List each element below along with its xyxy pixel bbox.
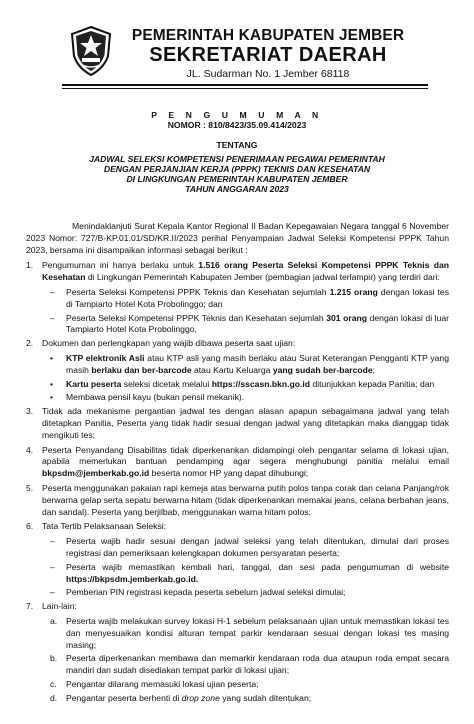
item-text: ditunjukkan kepada Panitia; dan [310,378,435,389]
title-line: JADWAL SELEKSI KOMPETENSI PENERIMAAN PEGAWAI PEMERINTAH [89,154,385,164]
item-bold-text: 1.516 orang Peserta Seleksi Kompetensi PPPK Teknis dan Kesehatan [42,260,449,283]
item-text: Peserta Seleksi Kompetensi PPPK Teknis dan Kesehatan sejumlah [66,312,327,323]
item-text: Pemberian PIN registrasi kepada peserta sebelum jadwal seleksi dimulai; [66,587,346,598]
list-number: 4. [26,444,34,455]
list-number: 5. [26,482,34,493]
sub-item [26,287,449,311]
sub-item [26,616,449,651]
letterhead-divider-thick [62,84,428,86]
bullet-marker: – [50,536,55,547]
item-text: Peserta wajib memastikan kembali hari, tanggal, dan sesi pada pengumuman di website [66,561,449,572]
item-text: Membawa pensil kayu (bukan pensil mekanik). [66,392,245,403]
item-text: Pengantar dilarang memasuki lokasi ujian peserta; [66,678,259,689]
sub-item [26,679,449,691]
item-text: Pengantar peserta berhenti di [66,692,182,703]
bullet-marker: – [50,561,55,572]
bullet-marker: – [50,286,55,297]
list-number: 6. [26,521,34,532]
sscasn-link[interactable]: https://sscasn.bkn.go.id [211,378,311,389]
title-line: DENGAN PERJANJIAN KERJA (PPPK) TEKNIS DAN KESEHATAN [103,164,371,174]
sub-item [26,379,449,391]
bullet-marker: – [50,587,55,598]
sub-item [26,562,449,586]
sub-item [26,313,449,337]
item-text: ; [372,364,376,375]
letterhead-address: JL. Sudarman No. 1 Jember 68118 [186,68,350,80]
letterhead-government: PEMERINTAH KABUPATEN JEMBER [131,27,405,44]
bkpsdm-link[interactable]: https://bkpsdm.jemberkab.go.id. [66,573,199,584]
email-link[interactable]: bkpsdm@jemberkab.go.id [42,468,150,479]
item-text: seleksi dicetak melalui [121,378,212,389]
item-bold-text: Kartu peserta [66,378,122,389]
item-text: yang sudah ditentukan; [219,692,312,703]
list-item-3 [26,406,449,441]
item-text: Lain-lain: [42,601,77,612]
item-text: Tidak ada mekanisme pergantian jadwal tes dengan alasan apapun sebagaimana jadwal yang telah ditetapkan Panitia, Peserta yang tidak hadir sesuai dengan jadwal yang ditetapkan maka dianggap tidak mengikuti tes; [42,406,449,440]
item-text: atau KTP asli yang masih berlaku atau Surat Keterangan Pengganti KTP yang masih [66,352,449,375]
letter-marker: a. [50,615,58,626]
item-text: atau Kartu Keluarga [191,364,273,375]
sub-item [26,693,449,705]
item-text: dengan lokasi tes di Tampiarto Hotel Kota Probolinggo; dan [66,286,450,309]
bullet-marker: – [50,312,55,323]
item-text: Dokumen dan perlengkapan yang wajib dibawa peserta saat ujian: [42,338,296,349]
item-bold-text: yang sudah ber-barcode [272,364,373,375]
bullet-marker: • [50,392,54,403]
title-line: TAHUN ANGGARAN 2023 [185,184,289,194]
sub-item [26,392,449,404]
announcement-title [40,154,434,194]
item-bold-text: 1.215 orang [329,286,378,297]
item-text: Peserta wajib melakukan survey lokasi H-1 sebelum pelaksanaan ujian untuk memastikan lokasi tes dan menyesuaikan kondisi alturan tempat parkir kendaraan sesuai dengan lokasi tes masing masing; [66,615,449,650]
jember-regency-emblem-icon [70,26,112,76]
list-item-1 [26,260,449,284]
bullet-marker: • [50,378,54,389]
announcement-body [26,221,449,706]
item-bold-text: KTP elektronik Asli [66,352,145,363]
bullet-marker: • [50,352,54,363]
item-text: Peserta Penyandang Disabilitas tidak diperkenankan didampingi oleh pengantar selama di lokasi ujian, apabila memerlukan bantuan pendamping agar segera menghubungi panitia melalui email [42,444,449,467]
about-label: TENTANG [216,140,258,150]
letterhead-divider-thin [62,88,428,89]
list-number: 1. [26,260,34,271]
intro-paragraph: Menindaklanjuti Surat Kepala Kantor Regional II Badan Kepegawaian Negara tanggal 6 November 2023 Nomor: 727/B-KP.01.01/SD/KR.II/2023 perihal Penyampaian Jadwal Seleksi Kompetensi PPPK Tahun 2023, bersama ini disampaikan informasi sebagai berikut : [26,221,449,255]
list-item-2 [26,338,449,350]
sub-item [26,536,449,560]
list-item-5 [26,483,449,518]
title-line: DI LINGKUNGAN PEMERINTAH KABUPATEN JEMBER [126,174,348,184]
item-bold-text: berlaku dan ber-barcode [91,364,192,375]
letter-marker: d. [50,692,58,703]
letter-marker: b. [50,653,58,664]
announcement-label: P E N G U M U M A N [151,110,323,120]
item-italic-text: drop zone [181,692,220,703]
announcement-number: NOMOR : 810/8423/35.09.414/2023 [167,120,307,130]
list-item-7 [26,601,449,613]
sub-item [26,587,449,599]
item-text: Peserta wajib hadir sesuai dengan jadwal seleksi yang telah ditentukan, dimulai dari proses registrasi dan pemeriksaan kelengkapan dokumen persyaratan peserta; [66,536,449,558]
item-text: beserta nomor HP yang dapat dihubungi; [149,468,309,479]
item-text: Tata Tertib Pelaksanaan Seleksi: [42,521,167,532]
item-text: dengan lokasi di luar Tampiarto Hotel Kota Probolinggo, [66,312,450,335]
item-text: Peserta diperkenankan membawa dan memarkir kendaraan roda dua ataupun roda empat secara mandiri dan sudah disediakan tempat parkir di lokasi ujian; [66,653,449,676]
letterhead-office: SEKRETARIAT DAERAH [149,44,387,66]
item-text: di Lingkungan Pemerintah Kabupaten Jember (pembagian jadwal terlampir) yang terdiri dari: [85,272,440,283]
item-text: Peserta Seleksi Kompetensi PPPK Teknis dan Kesehatan sejumlah [66,286,330,297]
list-item-6 [26,521,449,533]
item-text: Peserta menggunakan pakaian rapi kemeja atas berwarna putih polos tanpa corak dan celana Panjang/rok berwarna gelap serta sepatu berwarna hitam (tidak diperkenankan memakai jeans, celana berbahan jeans, dan sandal). Peserta yang berjilbab, menggunakan warna hitam polos; [42,482,450,517]
item-text: Pengumuman ini hanya berlaku untuk [42,260,199,271]
list-number: 2. [26,338,34,349]
list-number: 7. [26,601,34,612]
letter-marker: c. [50,678,57,689]
list-number: 3. [26,406,34,417]
item-bold-text: 301 orang [326,312,368,323]
list-item-4 [26,445,449,480]
sub-item [26,353,449,377]
letterhead [118,27,418,81]
sub-item [26,653,449,677]
